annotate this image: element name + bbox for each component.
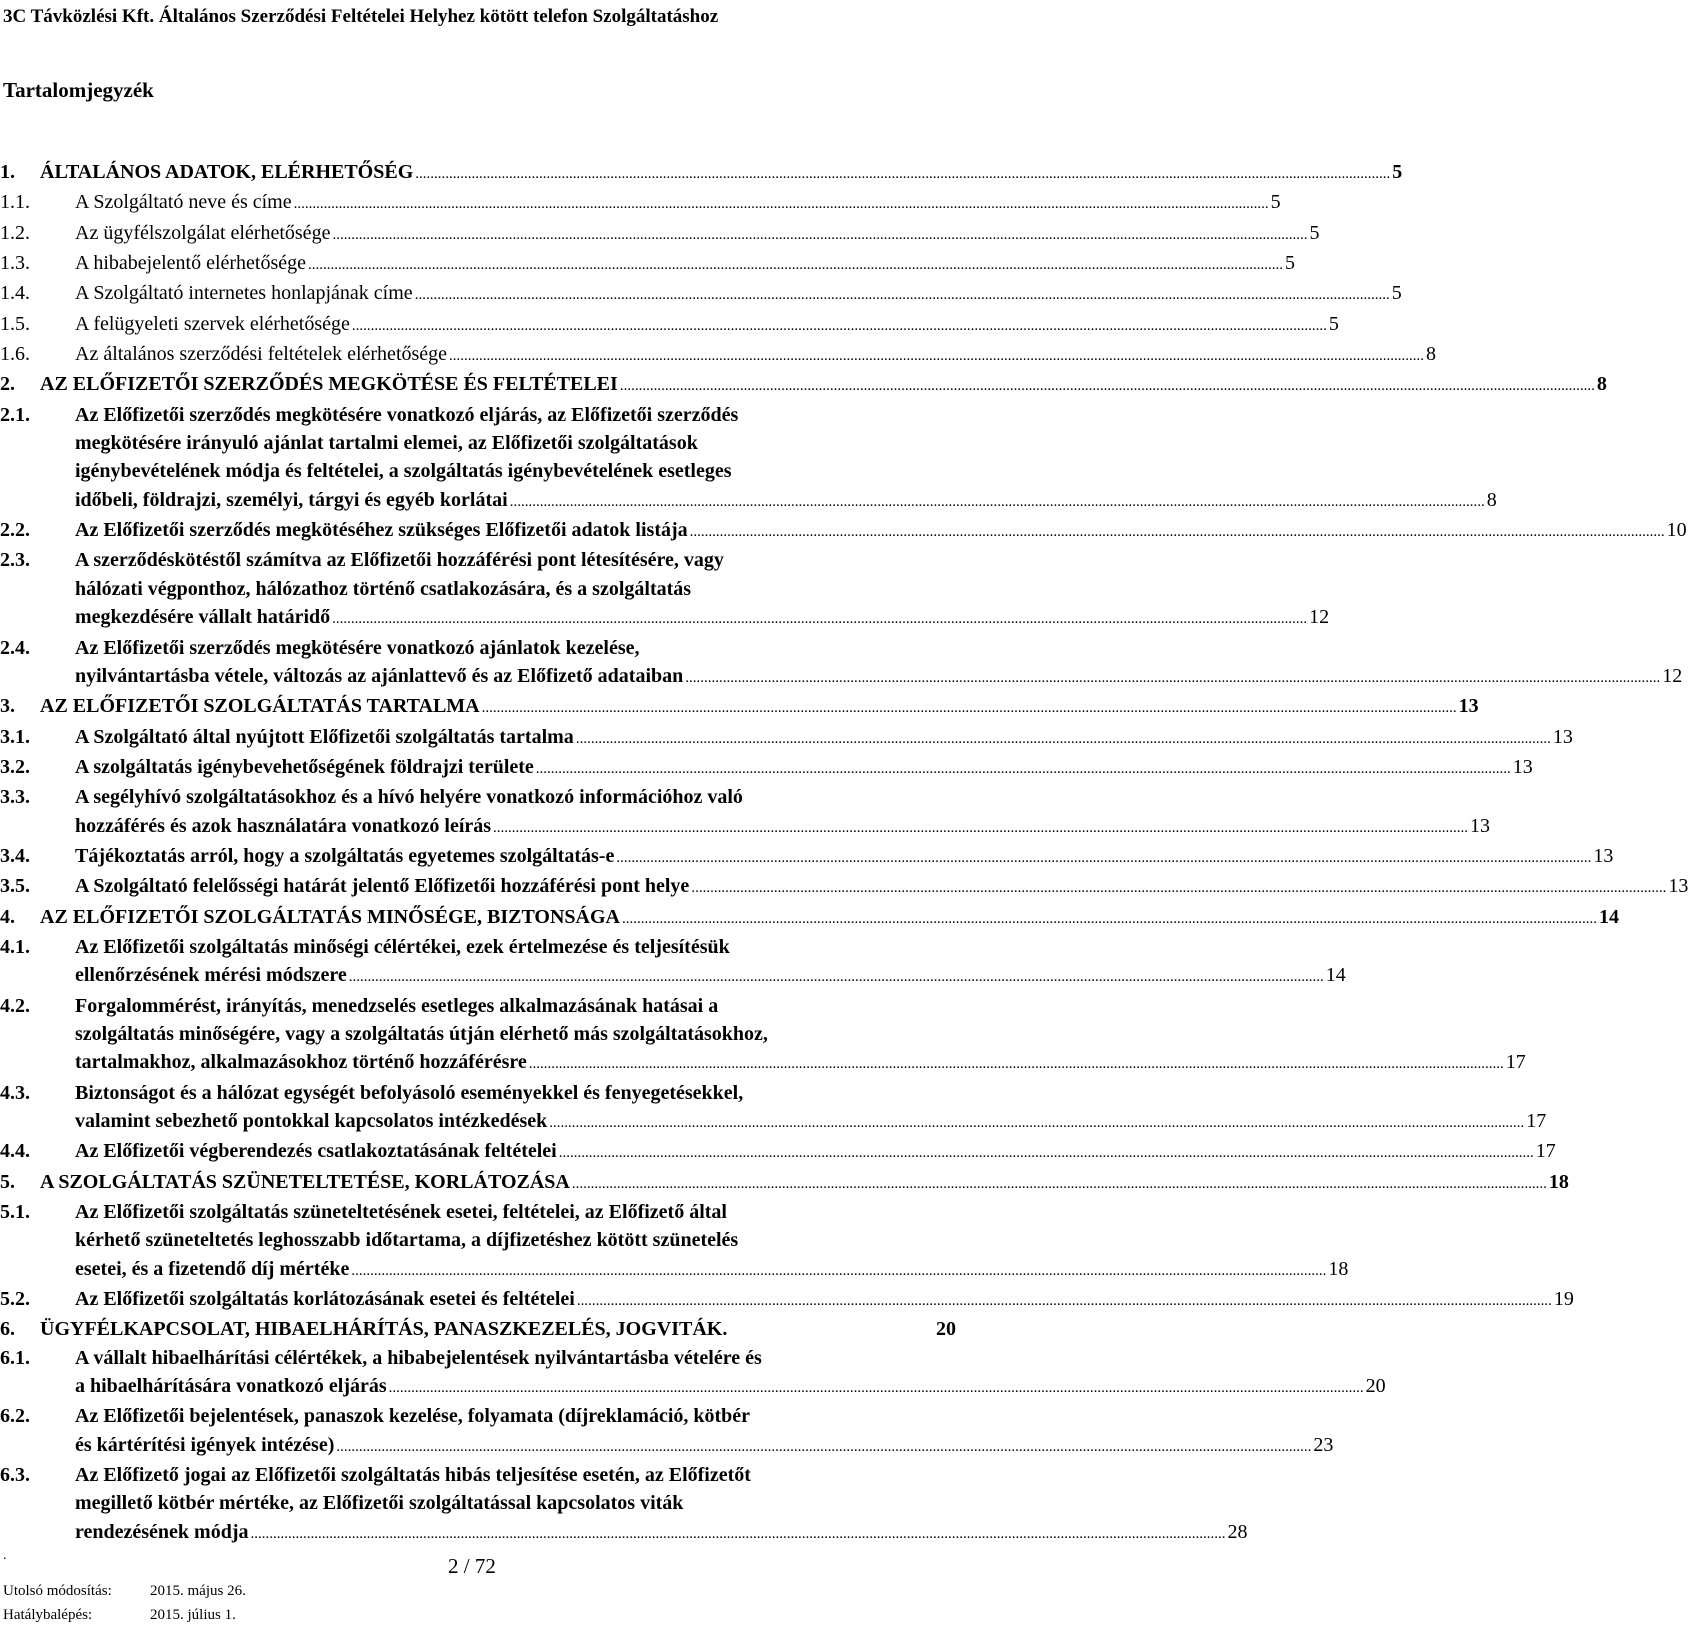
toc-entry-page: 10 (1666, 519, 1687, 542)
toc-entry-number: 2.2. (0, 519, 30, 542)
toc-leader-dots (415, 160, 1390, 188)
toc-leader-dots (577, 1287, 1552, 1315)
toc-leader-dots (493, 814, 1468, 842)
toc-entry[interactable] (0, 634, 1683, 693)
toc-entry-text: AZ ELŐFIZETŐI SZERZŐDÉS MEGKÖTÉSE ÉS FELTÉTELEI (40, 373, 618, 396)
toc-leader-dots (572, 1170, 1547, 1198)
toc-entry-text: Az Előfizető jogai az Előfizetői szolgáltatás hibás teljesítése esetén, az Előfizetőt (75, 1464, 751, 1487)
toc-entry[interactable] (0, 401, 1497, 516)
toc-entry-number: 2.4. (0, 636, 30, 659)
toc-entry-title (75, 546, 1329, 633)
toc-leader-dots (691, 874, 1666, 902)
toc-entry-page: 12 (1662, 664, 1683, 687)
toc-entry[interactable] (0, 1198, 1349, 1285)
toc-entry[interactable] (0, 188, 1281, 218)
toc-entry-title (75, 634, 1682, 693)
toc-entry-title (75, 1344, 1386, 1403)
toc-entry-number: 4.2. (0, 994, 30, 1017)
toc-entry-page: 14 (1325, 964, 1346, 987)
toc-entry-page: 8 (1486, 488, 1497, 511)
toc-entry-number: 6.1. (0, 1346, 30, 1369)
toc-entry-page: 5 (1309, 221, 1320, 244)
toc-entry[interactable] (0, 753, 1533, 783)
toc-entry-title (75, 1461, 1248, 1548)
toc-entry-title (75, 723, 1573, 753)
toc-entry-title (75, 872, 1688, 902)
toc-entry-text: hálózati végponthoz, hálózathoz történő csatlakozására, és a szolgáltatás (75, 577, 692, 600)
toc-entry-text: hozzáférés és azok használatára vonatkozó leírás (75, 814, 492, 837)
toc-entry-text: időbeli, földrajzi, személyi, tárgyi és egyéb korlátai (75, 488, 508, 511)
toc-entry-number: 5. (0, 1170, 15, 1193)
toc-entry-title (40, 370, 1607, 400)
toc-entry-title (75, 1198, 1348, 1285)
toc-leader-dots (616, 844, 1591, 872)
toc-leader-dots (415, 281, 1390, 309)
toc-entry-text: szolgáltatás minőségére, vagy a szolgáltatás útján elérhető más szolgáltatásokhoz, (75, 1022, 768, 1045)
toc-leader-dots (389, 1374, 1364, 1402)
toc-entry-text: kérhető szüneteltetés leghosszabb időtartama, a díjfizetéshez kötött szünetelés (75, 1229, 739, 1252)
toc-entry-text: Tájékoztatás arról, hogy a szolgáltatás egyetemes szolgáltatás-e (75, 844, 615, 867)
toc-entry-text: A vállalt hibaelhárítási célértékek, a hibabejelentések nyilvántartásba vételére és (75, 1346, 762, 1369)
toc-entry-text: Az általános szerződési feltételek elérhetősége (75, 343, 448, 366)
modified-value: 2015. május 26. (150, 1583, 246, 1599)
toc-leader-dots (336, 1433, 1311, 1461)
toc-entry-number: 3.4. (0, 844, 30, 867)
toc-entry[interactable] (0, 516, 1687, 546)
toc-entry-page: 17 (1535, 1140, 1556, 1163)
toc-entry-number: 1. (0, 161, 15, 183)
toc-entry[interactable] (0, 1137, 1556, 1167)
toc-leader-dots (576, 725, 1551, 753)
toc-entry-title (75, 1079, 1546, 1138)
toc-entry[interactable] (0, 546, 1330, 633)
toc-entry[interactable] (0, 219, 1320, 249)
toc-entry-title (75, 992, 1526, 1079)
table-of-contents (0, 158, 1688, 1548)
toc-entry-number: 2.3. (0, 549, 30, 572)
toc-leader-dots (352, 312, 1327, 340)
toc-entry-page: 13 (1458, 695, 1479, 718)
toc-entry-number: 1.6. (0, 343, 30, 366)
toc-entry-title (75, 1402, 1333, 1461)
toc-entry-number: 3.3. (0, 786, 30, 809)
toc-entry-title (75, 310, 1339, 340)
toc-entry-text: nyilvántartásba vétele, változás az ajánlattevő és az Előfizető adataiban (75, 664, 684, 687)
toc-entry-text: ellenőrzésének mérési módszere (75, 964, 347, 987)
effective-value: 2015. július 1. (150, 1607, 236, 1623)
toc-entry-number: 1.2. (0, 221, 30, 244)
toc-entry-text: A Szolgáltató internetes honlapjának címe (75, 282, 413, 305)
toc-entry-text: Az ügyfélszolgálat elérhetősége (75, 221, 331, 244)
toc-entry-page: 5 (1328, 312, 1339, 335)
toc-leader-dots (620, 372, 1595, 400)
toc-entry[interactable] (0, 310, 1339, 340)
toc-entry-number: 4.3. (0, 1081, 30, 1104)
toc-entry-text: megkezdésére vállalt határidő (75, 606, 331, 629)
toc-entry-page: 19 (1553, 1288, 1574, 1311)
toc-entry-number: 3.2. (0, 755, 30, 778)
toc-entry[interactable] (0, 723, 1573, 753)
toc-entry-text: AZ ELŐFIZETŐI SZOLGÁLTATÁS MINŐSÉGE, BIZTONSÁGA (40, 905, 620, 928)
toc-entry-title (75, 842, 1613, 872)
toc-entry-title (75, 753, 1533, 783)
toc-entry[interactable] (0, 842, 1614, 872)
toc-leader-dots (349, 963, 1324, 991)
toc-entry-text: Az Előfizetői szolgáltatás minőségi célértékei, ezek értelmezése és teljesítésük (75, 935, 730, 958)
toc-entry-number: 1.5. (0, 312, 30, 335)
toc-leader-dots (510, 488, 1485, 516)
toc-entry-page: 5 (1392, 161, 1403, 183)
toc-entry-page: 13 (1470, 814, 1491, 837)
toc-leader-dots (332, 605, 1307, 633)
toc-entry-number: 1.4. (0, 282, 30, 305)
toc-entry-page: 13 (1512, 755, 1533, 778)
toc-title: Tartalomjegyzék (3, 78, 154, 102)
toc-entry-text: Az Előfizetői végberendezés csatlakoztatásának feltételei (75, 1140, 557, 1163)
toc-entry[interactable] (0, 1344, 1386, 1403)
toc-entry-text: valamint sebezhető pontokkal kapcsolatos intézkedések (75, 1110, 548, 1132)
toc-leader-dots (449, 342, 1424, 370)
toc-entry-page: 12 (1309, 606, 1330, 629)
toc-entry-text: Az Előfizetői szerződés megkötéséhez szükséges Előfizetői adatok listája (75, 519, 688, 542)
toc-entry-text: és kártérítési igények intézése) (75, 1433, 335, 1456)
toc-entry[interactable] (0, 1402, 1334, 1461)
toc-entry-page: 8 (1596, 373, 1607, 396)
toc-entry-text: Az Előfizetői bejelentések, panaszok kezelése, folyamata (díjreklamáció, kötbér (75, 1405, 751, 1428)
toc-leader-dots (536, 755, 1511, 783)
document-header: 3C Távközlési Kft. Általános Szerződési Feltételei Helyhez kötött telefon Szolgáltatáshoz (3, 6, 719, 27)
toc-entry-title (75, 1285, 1574, 1315)
toc-entry-page: 13 (1552, 725, 1573, 748)
toc-leader-dots (332, 221, 1307, 249)
toc-entry[interactable] (0, 933, 1346, 992)
toc-entry-text: tartalmakhoz, alkalmazásokhoz történő hozzáférésre (75, 1051, 527, 1074)
toc-entry-page: 17 (1526, 1110, 1547, 1132)
toc-entry-number: 6. (0, 1318, 15, 1341)
toc-entry-text: rendezésének módja (75, 1520, 249, 1543)
footer-effective (3, 1605, 236, 1625)
toc-entry-text: A hibabejelentő elérhetősége (75, 252, 307, 275)
toc-leader-dots (294, 190, 1269, 218)
toc-entry-text: ÜGYFÉLKAPCSOLAT, HIBAELHÁRÍTÁS, PANASZKEZELÉS, JOGVITÁK. (40, 1318, 728, 1341)
toc-entry-text: a hibaelhárítására vonatkozó eljárás (75, 1375, 387, 1398)
toc-leader-dots (482, 694, 1457, 722)
toc-leader-dots (549, 1109, 1524, 1137)
toc-entry-text: A felügyeleti szervek elérhetősége (75, 312, 350, 335)
toc-entry-page: 20 (1365, 1375, 1386, 1398)
toc-entry[interactable] (0, 279, 1402, 309)
toc-entry-number: 6.2. (0, 1405, 30, 1428)
toc-entry-text: Forgalommérést, irányítás, menedzselés esetleges alkalmazásának hatásai a (75, 994, 719, 1017)
toc-entry-page: 5 (1391, 282, 1402, 305)
footer-modified (3, 1581, 246, 1601)
toc-entry-title (40, 1315, 956, 1343)
toc-leader-dots (690, 518, 1665, 546)
toc-entry-title (75, 340, 1436, 370)
toc-entry-title (40, 1168, 1569, 1198)
toc-entry[interactable] (0, 1461, 1248, 1548)
toc-entry-page: 8 (1426, 343, 1437, 366)
toc-entry[interactable] (0, 370, 1607, 400)
toc-leader-dots (559, 1139, 1534, 1167)
toc-entry-text: ÁLTALÁNOS ADATOK, ELÉRHETŐSÉG (40, 161, 414, 183)
toc-entry-text: megkötésére irányuló ajánlat tartalmi elemei, az Előfizetői szolgáltatások (75, 432, 698, 455)
toc-entry-text: AZ ELŐFIZETŐI SZOLGÁLTATÁS TARTALMA (40, 695, 480, 718)
toc-entry-text: megillető kötbér mértéke, az Előfizetői szolgáltatással kapcsolatos viták (75, 1492, 684, 1515)
toc-entry-text: A Szolgáltató által nyújtott Előfizetői szolgáltatás tartalma (75, 725, 574, 748)
toc-entry[interactable] (0, 692, 1479, 722)
toc-entry-text: A Szolgáltató neve és címe (75, 191, 292, 214)
toc-entry-page: 13 (1668, 875, 1688, 898)
toc-entry-title (75, 516, 1687, 546)
toc-entry-text: A Szolgáltató felelősségi határát jelentő Előfizetői hozzáférési pont helye (75, 875, 690, 898)
toc-entry-page: 13 (1593, 844, 1614, 867)
toc-entry-text: A SZOLGÁLTATÁS SZÜNETELTETÉSE, KORLÁTOZÁSA (40, 1170, 570, 1193)
toc-entry[interactable] (0, 1079, 1547, 1138)
footer-dot: . (3, 1548, 7, 1563)
toc-entry[interactable] (0, 783, 1491, 842)
toc-entry-text: Az Előfizetői szolgáltatás korlátozásának esetei és feltételei (75, 1288, 575, 1311)
toc-entry-text: Biztonságot és a hálózat egységét befolyásoló eseményekkel és fenyegetésekkel, (75, 1081, 744, 1104)
toc-leader-dots (308, 251, 1283, 279)
toc-entry-title (40, 903, 1619, 933)
effective-label: Hatálybalépés: (3, 1607, 93, 1623)
toc-leader-dots (351, 1257, 1326, 1285)
toc-entry-page: 28 (1227, 1520, 1248, 1543)
toc-entry[interactable] (0, 1315, 956, 1343)
toc-entry-text: A szerződéskötéstől számítva az Előfizetői hozzáférési pont létesítésére, vagy (75, 549, 724, 572)
toc-entry-text: A szolgáltatás igénybevehetőségének földrajzi területe (75, 755, 534, 778)
toc-entry-title (75, 279, 1402, 309)
toc-entry[interactable] (0, 1285, 1574, 1315)
toc-entry-number: 4. (0, 905, 15, 928)
toc-entry-number: 2. (0, 373, 15, 396)
toc-leader-dots (622, 905, 1597, 933)
toc-entry-title (75, 249, 1295, 279)
toc-entry-page: 23 (1313, 1433, 1334, 1456)
toc-entry-number: 4.4. (0, 1140, 30, 1163)
toc-entry-number: 2.1. (0, 403, 30, 426)
toc-entry-number: 3.5. (0, 875, 30, 898)
toc-entry-number: 5.1. (0, 1201, 30, 1224)
toc-entry-text: A segélyhívó szolgáltatásokhoz és a hívó helyére vonatkozó információhoz való (75, 786, 743, 809)
toc-entry-page: 20 (936, 1318, 956, 1341)
toc-entry-number: 3. (0, 695, 15, 718)
toc-leader-dots (251, 1520, 1226, 1548)
toc-entry-page: 5 (1285, 252, 1296, 275)
toc-entry-number: 4.1. (0, 935, 30, 958)
toc-entry-title (40, 158, 1402, 188)
toc-entry-page: 14 (1599, 905, 1619, 928)
page-number: 2 / 72 (448, 1554, 496, 1578)
toc-entry-text: Az Előfizetői szerződés megkötésére vonatkozó ajánlatok kezelése, (75, 636, 640, 659)
toc-entry[interactable] (0, 340, 1437, 370)
toc-leader-dots (529, 1050, 1504, 1078)
toc-entry-title (75, 933, 1346, 992)
toc-entry-number: 3.1. (0, 725, 30, 748)
toc-entry-title (75, 188, 1281, 218)
toc-entry-page: 17 (1505, 1051, 1526, 1074)
toc-entry-title (75, 219, 1319, 249)
toc-entry-page: 18 (1328, 1257, 1349, 1280)
toc-entry[interactable] (0, 158, 1403, 188)
toc-entry-page: 5 (1270, 191, 1281, 214)
toc-leader-dots (685, 664, 1660, 692)
toc-entry[interactable] (0, 872, 1688, 902)
toc-entry-number: 1.3. (0, 252, 30, 275)
toc-entry-number: 1.1. (0, 191, 30, 214)
toc-entry-title (75, 783, 1490, 842)
toc-entry-number: 5.2. (0, 1288, 30, 1311)
toc-entry-title (75, 1137, 1556, 1167)
modified-label: Utolsó módosítás: (3, 1583, 112, 1599)
toc-entry[interactable] (0, 992, 1526, 1079)
toc-entry-title (40, 692, 1479, 722)
toc-entry[interactable] (0, 1168, 1569, 1198)
toc-entry-title (75, 401, 1497, 516)
toc-entry-text: igénybevételének módja és feltételei, a szolgáltatás igénybevételének esetleges (75, 460, 732, 483)
toc-entry-text: Az Előfizetői szerződés megkötésére vonatkozó eljárás, az Előfizetői szerződés (75, 403, 739, 426)
toc-entry[interactable] (0, 903, 1619, 933)
toc-entry-text: Az Előfizetői szolgáltatás szüneteltetésének esetei, feltételei, az Előfizető által (75, 1201, 727, 1224)
toc-entry-page: 18 (1548, 1170, 1569, 1193)
toc-entry[interactable] (0, 249, 1296, 279)
toc-entry-text: esetei, és a fizetendő díj mértéke (75, 1257, 350, 1280)
toc-entry-number: 6.3. (0, 1464, 30, 1487)
